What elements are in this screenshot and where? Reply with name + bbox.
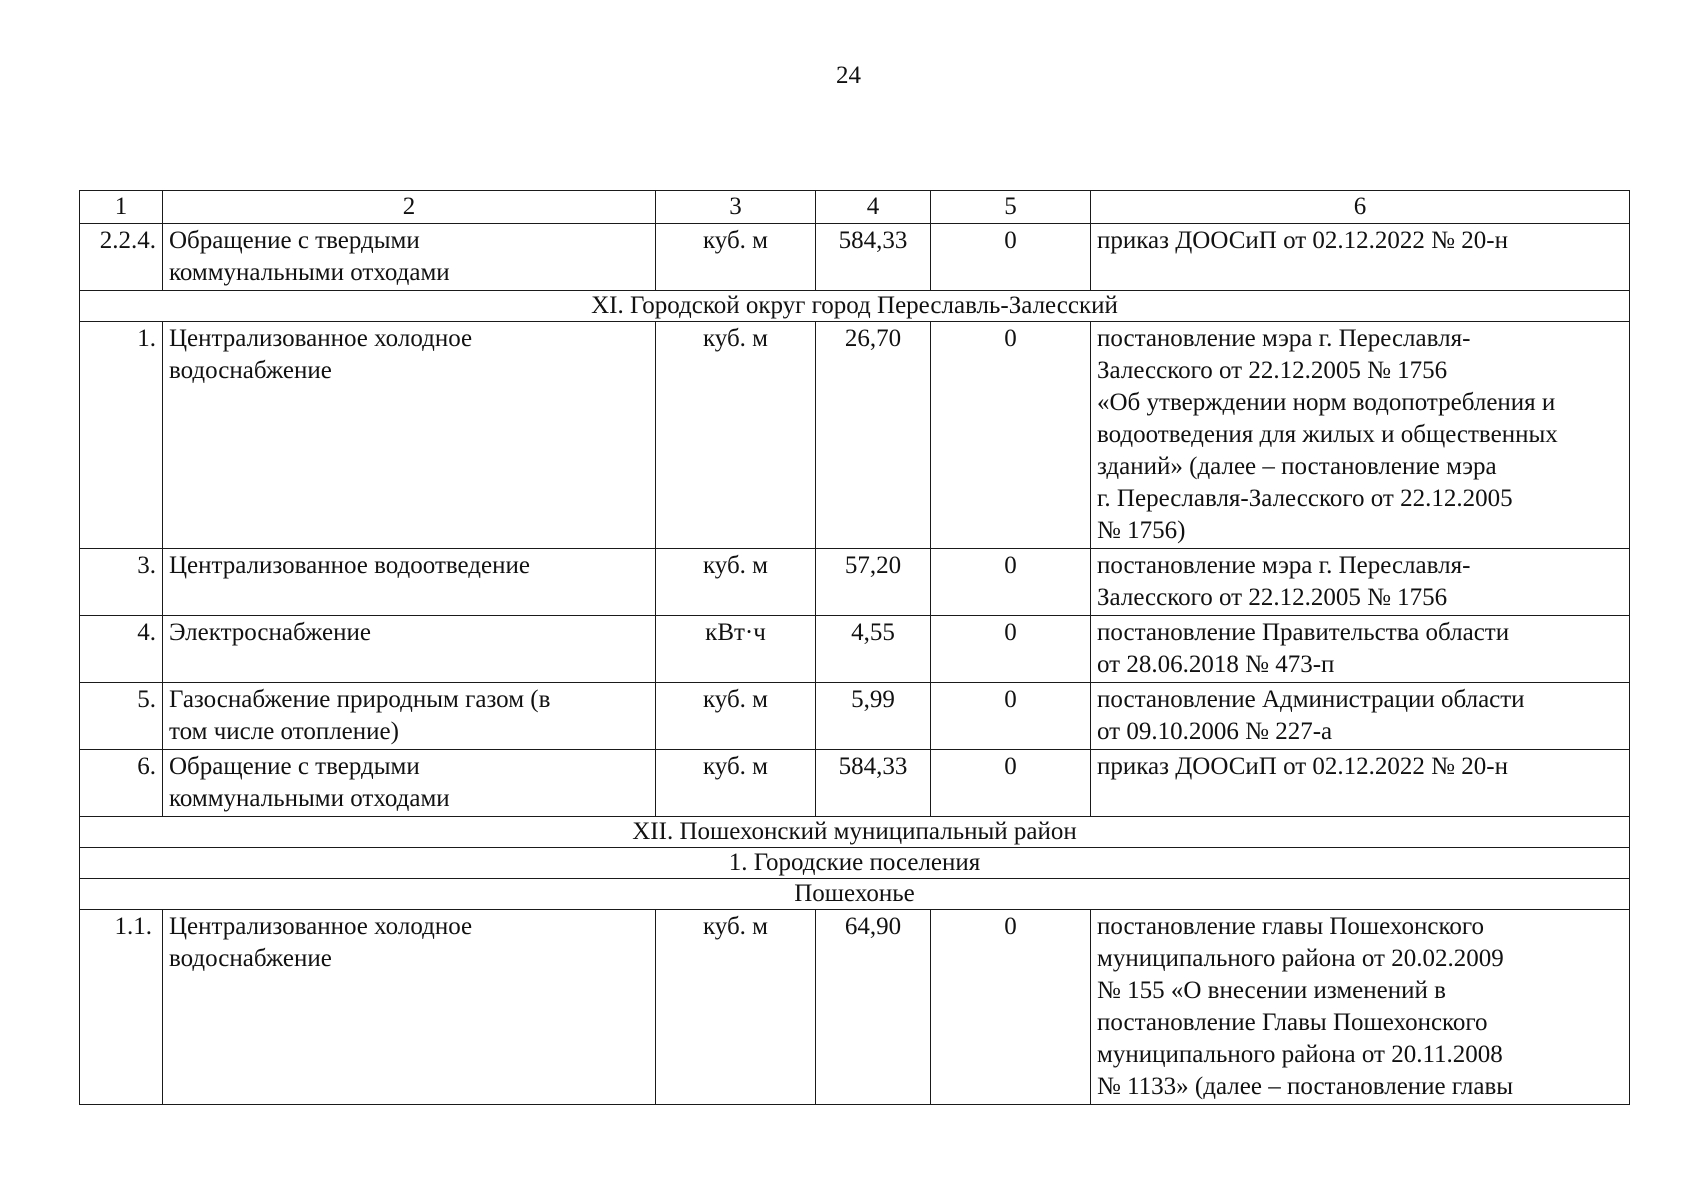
section-row [80, 817, 1630, 848]
subsection-row [80, 879, 1630, 910]
service-name-line: Централизованное холодное [169, 913, 473, 940]
header-col-2: 2 [163, 191, 656, 224]
table-row [80, 322, 1630, 549]
legal-basis-line: водоотведения для жилых и общественных [1097, 421, 1558, 448]
service-name-line: том числе отопление) [169, 718, 399, 745]
legal-basis-line: № 1756) [1097, 517, 1186, 544]
row-number: 2.2.4. [80, 224, 163, 291]
column-5-value: 0 [931, 322, 1091, 549]
service-name [163, 683, 656, 750]
column-5-value: 0 [931, 224, 1091, 291]
row-number: 1.1. [80, 910, 163, 1105]
column-5-value: 0 [931, 616, 1091, 683]
legal-basis-line: муниципального района от 20.11.2008 [1097, 1041, 1503, 1068]
legal-basis-line: Залесского от 22.12.2005 № 1756 [1097, 357, 1448, 384]
service-name [163, 616, 656, 683]
service-name-line: водоснабжение [169, 945, 332, 972]
service-name [163, 224, 656, 291]
norm-value: 57,20 [816, 549, 931, 616]
table-row [80, 224, 1630, 291]
norm-value: 5,99 [816, 683, 931, 750]
unit: куб. м [656, 683, 816, 750]
legal-basis-line: приказ ДООСиП от 02.12.2022 № 20-н [1097, 753, 1508, 780]
legal-basis-line: приказ ДООСиП от 02.12.2022 № 20-н [1097, 227, 1508, 254]
settlement-title: Пошехонье [80, 879, 1630, 910]
service-name-line: коммунальными отходами [169, 785, 450, 812]
unit: куб. м [656, 322, 816, 549]
column-5-value: 0 [931, 549, 1091, 616]
header-col-3: 3 [656, 191, 816, 224]
legal-basis-line: муниципального района от 20.02.2009 [1097, 945, 1504, 972]
service-name [163, 549, 656, 616]
table-row [80, 549, 1630, 616]
service-name-line: водоснабжение [169, 357, 332, 384]
legal-basis-line: «Об утверждении норм водопотребления и [1097, 389, 1556, 416]
norm-value: 584,33 [816, 224, 931, 291]
header-col-6: 6 [1091, 191, 1630, 224]
header-col-5: 5 [931, 191, 1091, 224]
legal-basis-line: постановление мэра г. Переславля- [1097, 325, 1471, 352]
table-row [80, 616, 1630, 683]
legal-basis-line: постановление Правительства области [1097, 619, 1510, 646]
unit: куб. м [656, 549, 816, 616]
service-name-line: Обращение с твердыми [169, 227, 420, 254]
service-name [163, 750, 656, 817]
row-number: 5. [80, 683, 163, 750]
section-title: XI. Городской округ город Переславль-Залесский [80, 291, 1630, 322]
unit: кВт·ч [656, 616, 816, 683]
norm-value: 26,70 [816, 322, 931, 549]
service-name [163, 322, 656, 549]
header-col-4: 4 [816, 191, 931, 224]
table-row [80, 683, 1630, 750]
legal-basis-line: № 1133» (далее – постановление главы [1097, 1073, 1514, 1100]
table-header-row [80, 191, 1630, 224]
legal-basis-line: г. Переславля-Залесского от 22.12.2005 [1097, 485, 1513, 512]
service-name-line: Обращение с твердыми [169, 753, 420, 780]
subsection-row [80, 848, 1630, 879]
legal-basis-line: постановление мэра г. Переславля- [1097, 552, 1471, 579]
section-title: XII. Пошехонский муниципальный район [80, 817, 1630, 848]
legal-basis [1091, 683, 1630, 750]
row-number: 6. [80, 750, 163, 817]
norms-table [79, 190, 1630, 1105]
page-number: 24 [836, 62, 861, 89]
service-name-line: Газоснабжение природным газом (в [169, 686, 551, 713]
norm-value: 584,33 [816, 750, 931, 817]
section-row [80, 291, 1630, 322]
table-row [80, 910, 1630, 1105]
legal-basis [1091, 616, 1630, 683]
service-name-line: Централизованное водоотведение [169, 552, 530, 579]
header-col-1: 1 [80, 191, 163, 224]
legal-basis-line: постановление главы Пошехонского [1097, 913, 1484, 940]
legal-basis-line: зданий» (далее – постановление мэра [1097, 453, 1497, 480]
legal-basis [1091, 750, 1630, 817]
legal-basis [1091, 549, 1630, 616]
service-name [163, 910, 656, 1105]
column-5-value: 0 [931, 750, 1091, 817]
legal-basis-line: № 155 «О внесении изменений в [1097, 977, 1446, 1004]
legal-basis-line: от 09.10.2006 № 227-а [1097, 718, 1333, 745]
legal-basis-line: Залесского от 22.12.2005 № 1756 [1097, 584, 1448, 611]
row-number: 3. [80, 549, 163, 616]
column-5-value: 0 [931, 910, 1091, 1105]
unit: куб. м [656, 750, 816, 817]
legal-basis-line: от 28.06.2018 № 473-п [1097, 651, 1335, 678]
row-number: 1. [80, 322, 163, 549]
legal-basis [1091, 224, 1630, 291]
legal-basis-line: постановление Администрации области [1097, 686, 1525, 713]
legal-basis [1091, 322, 1630, 549]
service-name-line: Централизованное холодное [169, 325, 473, 352]
subsection-title: 1. Городские поселения [80, 848, 1630, 879]
service-name-line: Электроснабжение [169, 619, 371, 646]
norm-value: 4,55 [816, 616, 931, 683]
legal-basis-line: постановление Главы Пошехонского [1097, 1009, 1488, 1036]
unit: куб. м [656, 910, 816, 1105]
service-name-line: коммунальными отходами [169, 259, 450, 286]
unit: куб. м [656, 224, 816, 291]
legal-basis [1091, 910, 1630, 1105]
column-5-value: 0 [931, 683, 1091, 750]
row-number: 4. [80, 616, 163, 683]
table-row [80, 750, 1630, 817]
norm-value: 64,90 [816, 910, 931, 1105]
